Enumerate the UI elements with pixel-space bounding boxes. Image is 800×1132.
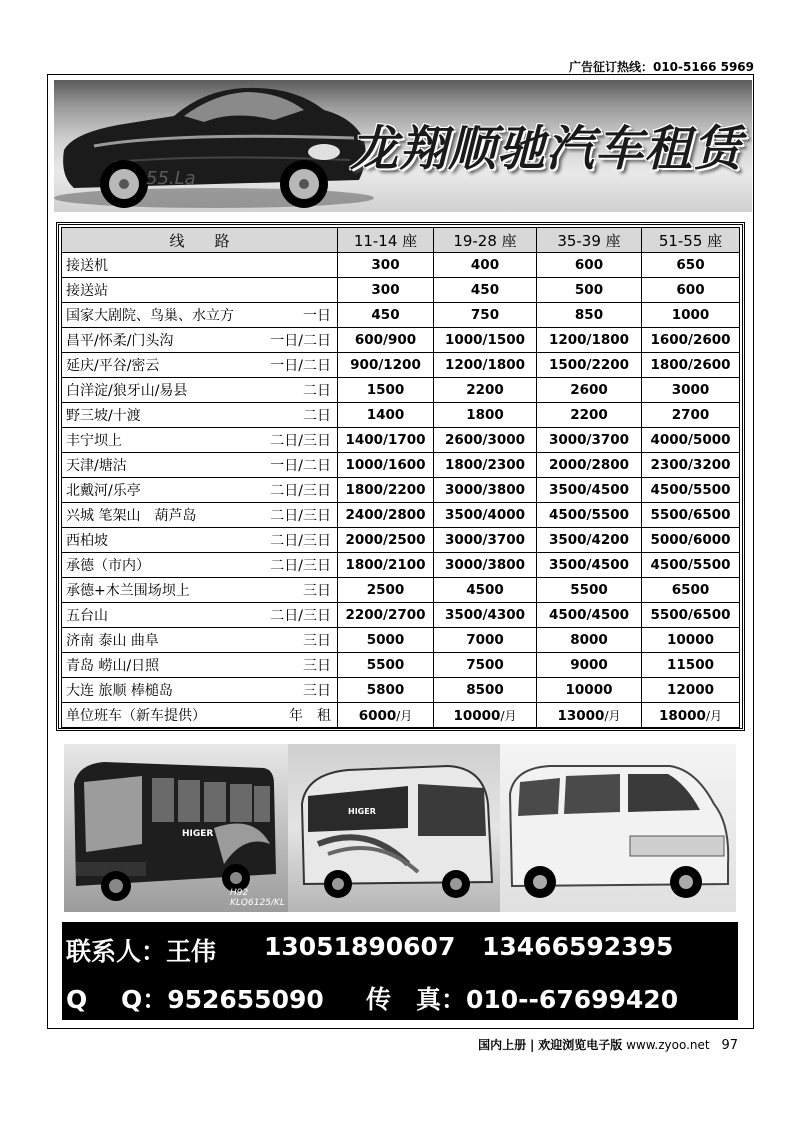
price-cell: 5000 bbox=[338, 628, 434, 653]
route-name: 白洋淀/狼牙山/易县 bbox=[66, 383, 188, 399]
header-banner bbox=[54, 80, 752, 212]
price-cell: 5500 bbox=[338, 653, 434, 678]
route-name: 接送机 bbox=[66, 258, 108, 274]
route-days: 一日/二日 bbox=[270, 458, 331, 474]
route-cell bbox=[62, 403, 338, 428]
table-row bbox=[62, 528, 740, 553]
route-name: 天津/塘沽 bbox=[66, 458, 127, 474]
route-name: 国家大剧院、鸟巢、水立方 bbox=[66, 308, 234, 324]
route-name: 大连 旅顺 棒槌岛 bbox=[66, 683, 173, 699]
price-cell: 2700 bbox=[642, 403, 740, 428]
route-days: 一日/二日 bbox=[270, 333, 331, 349]
route-days: 二日 bbox=[303, 408, 331, 424]
fax-number: 传 真：010--67699420 bbox=[366, 985, 679, 1014]
footer-section: 国内上册 bbox=[478, 1038, 527, 1052]
vehicle-photo-large-coach bbox=[64, 744, 288, 912]
route-name: 昌平/怀柔/门头沟 bbox=[66, 333, 174, 349]
header-seats-51-55: 51-55 座 bbox=[642, 228, 740, 253]
price-cell: 2300/3200 bbox=[642, 453, 740, 478]
route-days: 二日 bbox=[303, 383, 331, 399]
route-cell bbox=[62, 503, 338, 528]
price-cell: 450 bbox=[338, 303, 434, 328]
price-cell: 1800/2200 bbox=[338, 478, 434, 503]
footer-slogan: 欢迎浏览电子版 bbox=[538, 1038, 623, 1052]
table-row bbox=[62, 328, 740, 353]
route-days: 二日/三日 bbox=[270, 433, 331, 449]
price-cell: 1800/2600 bbox=[642, 353, 740, 378]
contact-box bbox=[62, 922, 738, 1020]
route-days: 三日 bbox=[303, 658, 331, 674]
price-cell: 1200/1800 bbox=[537, 328, 642, 353]
price-cell: 5500/6500 bbox=[642, 503, 740, 528]
route-name: 野三坡/十渡 bbox=[66, 408, 141, 424]
page-footer bbox=[478, 1036, 738, 1053]
price-cell: 3000/3800 bbox=[434, 553, 537, 578]
route-cell bbox=[62, 653, 338, 678]
table-row bbox=[62, 353, 740, 378]
route-name: 丰宁坝上 bbox=[66, 433, 122, 449]
vehicle-photo-midsize-bus bbox=[288, 744, 500, 912]
route-cell bbox=[62, 703, 338, 728]
route-days: 二日/三日 bbox=[270, 533, 331, 549]
table-row bbox=[62, 653, 740, 678]
price-cell: 1000/1500 bbox=[434, 328, 537, 353]
route-name: 单位班车（新车提供） bbox=[66, 708, 206, 724]
table-row bbox=[62, 403, 740, 428]
route-days: 一日/二日 bbox=[270, 358, 331, 374]
price-cell bbox=[537, 703, 642, 728]
route-name: 承德+木兰围场坝上 bbox=[66, 583, 190, 599]
route-cell bbox=[62, 328, 338, 353]
price-cell: 3500/4300 bbox=[434, 603, 537, 628]
car-watermark: 55.La bbox=[146, 168, 196, 189]
price-cell: 1800/2100 bbox=[338, 553, 434, 578]
price-cell: 3500/4000 bbox=[434, 503, 537, 528]
price-cell: 5500 bbox=[537, 578, 642, 603]
price-cell: 5500/6500 bbox=[642, 603, 740, 628]
price-cell: 1500 bbox=[338, 378, 434, 403]
route-days: 年 租 bbox=[289, 708, 331, 724]
route-cell bbox=[62, 303, 338, 328]
route-days: 二日/三日 bbox=[270, 483, 331, 499]
price-cell: 3500/4500 bbox=[537, 553, 642, 578]
price-unit: /月 bbox=[604, 708, 621, 723]
table-row bbox=[62, 603, 740, 628]
price-cell: 8500 bbox=[434, 678, 537, 703]
price-cell: 2500 bbox=[338, 578, 434, 603]
route-name: 济南 泰山 曲阜 bbox=[66, 633, 159, 649]
price-cell bbox=[338, 703, 434, 728]
route-cell bbox=[62, 253, 338, 278]
price-cell: 7000 bbox=[434, 628, 537, 653]
brand-title: 龙翔顺驰汽车租赁 bbox=[349, 121, 742, 177]
route-name: 承德（市内） bbox=[66, 558, 150, 574]
price-cell: 850 bbox=[537, 303, 642, 328]
header-seats-35-39: 35-39 座 bbox=[537, 228, 642, 253]
route-cell bbox=[62, 578, 338, 603]
price-cell: 300 bbox=[338, 278, 434, 303]
price-cell: 2000/2800 bbox=[537, 453, 642, 478]
price-cell: 650 bbox=[642, 253, 740, 278]
header-seats-11-14: 11-14 座 bbox=[338, 228, 434, 253]
price-cell: 6500 bbox=[642, 578, 740, 603]
table-row bbox=[62, 303, 740, 328]
price-table-body bbox=[62, 253, 740, 728]
price-cell: 500 bbox=[537, 278, 642, 303]
price-cell: 1800/2300 bbox=[434, 453, 537, 478]
price-cell: 600/900 bbox=[338, 328, 434, 353]
route-cell bbox=[62, 528, 338, 553]
price-unit: /月 bbox=[705, 708, 722, 723]
page-number: 97 bbox=[721, 1038, 738, 1053]
route-days: 二日/三日 bbox=[270, 508, 331, 524]
vehicle-photo-van bbox=[500, 744, 736, 912]
route-cell bbox=[62, 603, 338, 628]
route-cell bbox=[62, 478, 338, 503]
price-cell: 3500/4200 bbox=[537, 528, 642, 553]
route-cell bbox=[62, 278, 338, 303]
price-cell: 3000 bbox=[642, 378, 740, 403]
price-value: 13000 bbox=[557, 707, 605, 724]
phone-number-2[interactable]: 13466592395 bbox=[482, 932, 674, 961]
price-cell: 9000 bbox=[537, 653, 642, 678]
price-cell: 10000 bbox=[537, 678, 642, 703]
route-cell bbox=[62, 353, 338, 378]
header-seats-19-28: 19-28 座 bbox=[434, 228, 537, 253]
route-name: 接送站 bbox=[66, 283, 108, 299]
price-cell: 1500/2200 bbox=[537, 353, 642, 378]
price-cell: 2200 bbox=[434, 378, 537, 403]
price-cell: 2200 bbox=[537, 403, 642, 428]
route-cell bbox=[62, 628, 338, 653]
price-unit: /月 bbox=[500, 708, 517, 723]
price-cell: 3000/3700 bbox=[434, 528, 537, 553]
route-name: 青岛 崂山/日照 bbox=[66, 658, 160, 674]
table-row bbox=[62, 253, 740, 278]
price-cell: 2200/2700 bbox=[338, 603, 434, 628]
bus-brand-text-2: HIGER bbox=[348, 807, 376, 816]
route-cell bbox=[62, 553, 338, 578]
route-cell bbox=[62, 378, 338, 403]
table-row bbox=[62, 678, 740, 703]
route-days: 一日 bbox=[303, 308, 331, 324]
price-cell: 5800 bbox=[338, 678, 434, 703]
ad-hotline: 广告征订热线：010-5166 5969 bbox=[568, 60, 754, 74]
table-row bbox=[62, 578, 740, 603]
price-cell: 4500/5500 bbox=[642, 553, 740, 578]
route-name: 五台山 bbox=[66, 608, 108, 624]
route-days: 二日/三日 bbox=[270, 558, 331, 574]
footer-site-link[interactable]: www.zyoo.net bbox=[626, 1038, 710, 1052]
price-cell: 7500 bbox=[434, 653, 537, 678]
price-table-container bbox=[56, 222, 745, 731]
price-value: 18000 bbox=[658, 707, 706, 724]
price-cell: 3000/3800 bbox=[434, 478, 537, 503]
price-cell: 4500/5500 bbox=[642, 478, 740, 503]
table-row bbox=[62, 278, 740, 303]
price-cell: 400 bbox=[434, 253, 537, 278]
route-days: 三日 bbox=[303, 583, 331, 599]
route-days: 三日 bbox=[303, 633, 331, 649]
price-cell: 4500 bbox=[434, 578, 537, 603]
price-cell: 600 bbox=[642, 278, 740, 303]
price-cell: 300 bbox=[338, 253, 434, 278]
price-cell: 12000 bbox=[642, 678, 740, 703]
table-header-row bbox=[62, 228, 740, 253]
table-row bbox=[62, 628, 740, 653]
qq-number: Q Q：952655090 bbox=[66, 985, 324, 1014]
table-row bbox=[62, 553, 740, 578]
price-cell: 450 bbox=[434, 278, 537, 303]
price-cell: 2400/2800 bbox=[338, 503, 434, 528]
table-row bbox=[62, 428, 740, 453]
table-row bbox=[62, 453, 740, 478]
table-row bbox=[62, 478, 740, 503]
contact-person: 联系人：王伟 bbox=[66, 937, 217, 966]
price-cell: 600 bbox=[537, 253, 642, 278]
table-row bbox=[62, 503, 740, 528]
table-row bbox=[62, 378, 740, 403]
price-cell: 1000/1600 bbox=[338, 453, 434, 478]
route-name: 西柏坡 bbox=[66, 533, 108, 549]
route-name: 兴城 笔架山 葫芦岛 bbox=[66, 508, 197, 524]
price-table bbox=[61, 227, 740, 728]
price-cell bbox=[642, 703, 740, 728]
table-row-shuttle bbox=[62, 703, 740, 728]
price-cell bbox=[434, 703, 537, 728]
price-cell: 4500/4500 bbox=[537, 603, 642, 628]
route-days: 三日 bbox=[303, 683, 331, 699]
route-name: 延庆/平谷/密云 bbox=[66, 358, 160, 374]
price-cell: 1800 bbox=[434, 403, 537, 428]
price-cell: 8000 bbox=[537, 628, 642, 653]
price-value: 10000 bbox=[453, 707, 501, 724]
price-cell: 1600/2600 bbox=[642, 328, 740, 353]
price-cell: 1200/1800 bbox=[434, 353, 537, 378]
route-cell bbox=[62, 428, 338, 453]
route-cell bbox=[62, 453, 338, 478]
price-cell: 2000/2500 bbox=[338, 528, 434, 553]
price-cell: 3000/3700 bbox=[537, 428, 642, 453]
price-cell: 5000/6000 bbox=[642, 528, 740, 553]
route-cell bbox=[62, 678, 338, 703]
footer-separator: | bbox=[530, 1038, 535, 1052]
price-cell: 4000/5000 bbox=[642, 428, 740, 453]
price-cell: 4500/5500 bbox=[537, 503, 642, 528]
price-cell: 750 bbox=[434, 303, 537, 328]
phone-number-1[interactable]: 13051890607 bbox=[264, 932, 456, 961]
bus-brand-text: HIGER bbox=[182, 829, 214, 839]
price-value: 6000 bbox=[358, 707, 397, 724]
price-cell: 10000 bbox=[642, 628, 740, 653]
price-unit: /月 bbox=[396, 708, 413, 723]
price-cell: 2600 bbox=[537, 378, 642, 403]
price-cell: 2600/3000 bbox=[434, 428, 537, 453]
price-cell: 3500/4500 bbox=[537, 478, 642, 503]
price-cell: 1400/1700 bbox=[338, 428, 434, 453]
bus-model-label: H92 KLQ6125/KL bbox=[230, 888, 285, 908]
route-name: 北戴河/乐亭 bbox=[66, 483, 141, 499]
price-cell: 1400 bbox=[338, 403, 434, 428]
price-cell: 900/1200 bbox=[338, 353, 434, 378]
header-route: 线 路 bbox=[62, 228, 338, 253]
price-cell: 11500 bbox=[642, 653, 740, 678]
route-days: 二日/三日 bbox=[270, 608, 331, 624]
price-cell: 1000 bbox=[642, 303, 740, 328]
